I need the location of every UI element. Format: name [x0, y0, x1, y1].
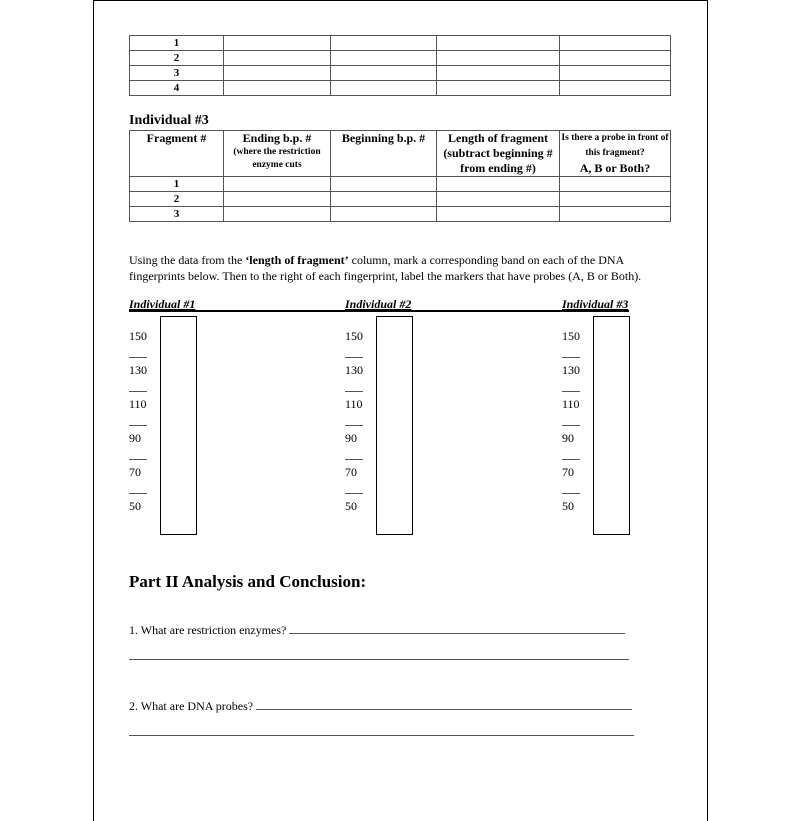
- marker-tick: [345, 425, 363, 426]
- table-row: [130, 192, 671, 207]
- fragment-number: 1: [130, 177, 224, 192]
- fragment-number: 3: [130, 66, 224, 81]
- table-cell[interactable]: [331, 51, 437, 66]
- table-cell[interactable]: [437, 81, 560, 96]
- table-cell[interactable]: [331, 66, 437, 81]
- table-row: [130, 51, 671, 66]
- table-header-row: [130, 131, 671, 177]
- marker-label: 150: [129, 329, 147, 343]
- fragment-number: 2: [130, 51, 224, 66]
- marker-tick: [129, 391, 147, 392]
- table-cell[interactable]: [437, 207, 560, 222]
- table-cell[interactable]: [224, 36, 331, 51]
- table-cell[interactable]: [560, 207, 671, 222]
- fragment-table-continued: [129, 35, 671, 96]
- marker-tick: [129, 357, 147, 358]
- marker-tick: [129, 493, 147, 494]
- fingerprint-label-1: Individual #1: [129, 297, 196, 311]
- header-ending-bp: Ending b.p. # (where the restriction enzyme cuts: [224, 131, 331, 177]
- marker-tick: [562, 391, 580, 392]
- table-cell[interactable]: [437, 177, 560, 192]
- marker-label: 130: [562, 363, 580, 377]
- table-cell[interactable]: [560, 36, 671, 51]
- marker-tick: [129, 425, 147, 426]
- marker-label: 50: [129, 499, 141, 513]
- table-cell[interactable]: [331, 207, 437, 222]
- table-cell[interactable]: [224, 81, 331, 96]
- table-cell[interactable]: [560, 51, 671, 66]
- table-cell[interactable]: [560, 81, 671, 96]
- marker-label: 90: [345, 431, 357, 445]
- fingerprint-header-rule: [129, 310, 629, 312]
- table-cell[interactable]: [224, 177, 331, 192]
- header-probe: Is there a probe in front of this fragment? A, B or Both?: [560, 131, 671, 177]
- table-row: [130, 207, 671, 222]
- marker-tick: [345, 459, 363, 460]
- fingerprint-label-2: Individual #2: [345, 297, 412, 311]
- question-2: 2. What are DNA probes?: [129, 698, 632, 713]
- header-fragment: Fragment #: [130, 131, 224, 177]
- answer-2-line-2[interactable]: [129, 735, 634, 736]
- marker-label: 90: [129, 431, 141, 445]
- table-cell[interactable]: [331, 36, 437, 51]
- table-row: [130, 66, 671, 81]
- fragment-number: 2: [130, 192, 224, 207]
- marker-label: 50: [345, 499, 357, 513]
- table-cell[interactable]: [331, 177, 437, 192]
- answer-1-line-2[interactable]: [129, 659, 629, 660]
- fragment-number: 3: [130, 207, 224, 222]
- fingerprint-lane-2[interactable]: [376, 316, 413, 535]
- marker-label: 110: [345, 397, 363, 411]
- table-cell[interactable]: [224, 192, 331, 207]
- emphasis-length-of-fragment: ‘length of fragment’: [245, 253, 349, 267]
- marker-tick: [345, 493, 363, 494]
- instructions-paragraph: Using the data from the ‘length of fragment’ column, mark a corresponding band on each of the DNA fingerprints below. Then to the right of each fingerprint, label the markers that have probes (A, B or Both).: [129, 253, 642, 283]
- table-cell[interactable]: [331, 81, 437, 96]
- fingerprint-lane-1[interactable]: [160, 316, 197, 535]
- fingerprint-label-3: Individual #3: [562, 297, 629, 311]
- table-row: [130, 36, 671, 51]
- marker-label: 150: [345, 329, 363, 343]
- marker-label: 70: [562, 465, 574, 479]
- individual-3-heading: Individual #3: [129, 113, 209, 128]
- marker-label: 110: [129, 397, 147, 411]
- table-cell[interactable]: [437, 36, 560, 51]
- fingerprint-lane-3[interactable]: [593, 316, 630, 535]
- marker-label: 130: [129, 363, 147, 377]
- answer-1-blank[interactable]: [289, 622, 625, 634]
- marker-label: 90: [562, 431, 574, 445]
- header-ending-note: (where the restriction enzyme cuts: [233, 147, 321, 170]
- marker-tick: [562, 425, 580, 426]
- fragment-number: 4: [130, 81, 224, 96]
- marker-tick: [562, 493, 580, 494]
- table-cell[interactable]: [437, 66, 560, 81]
- table-row: [130, 81, 671, 96]
- table-cell[interactable]: [224, 207, 331, 222]
- question-1: 1. What are restriction enzymes?: [129, 622, 625, 637]
- marker-label: 110: [562, 397, 580, 411]
- header-beginning-bp: Beginning b.p. #: [331, 131, 437, 177]
- marker-tick: [345, 391, 363, 392]
- table-cell[interactable]: [331, 192, 437, 207]
- table-cell[interactable]: [437, 192, 560, 207]
- marker-label: 70: [345, 465, 357, 479]
- fragment-number: 1: [130, 36, 224, 51]
- header-length: Length of fragment (subtract beginning # from ending #): [437, 131, 560, 177]
- marker-tick: [562, 459, 580, 460]
- table-cell[interactable]: [224, 66, 331, 81]
- individual-3-table: [129, 130, 671, 222]
- marker-tick: [129, 459, 147, 460]
- marker-label: 130: [345, 363, 363, 377]
- table-cell[interactable]: [560, 192, 671, 207]
- marker-tick: [345, 357, 363, 358]
- marker-tick: [562, 357, 580, 358]
- table-row: [130, 177, 671, 192]
- answer-2-blank[interactable]: [256, 698, 632, 710]
- table-cell[interactable]: [224, 51, 331, 66]
- table-cell[interactable]: [560, 66, 671, 81]
- part-2-heading: Part II Analysis and Conclusion:: [129, 572, 367, 591]
- table-cell[interactable]: [437, 51, 560, 66]
- marker-label: 50: [562, 499, 574, 513]
- table-cell[interactable]: [560, 177, 671, 192]
- marker-label: 150: [562, 329, 580, 343]
- marker-label: 70: [129, 465, 141, 479]
